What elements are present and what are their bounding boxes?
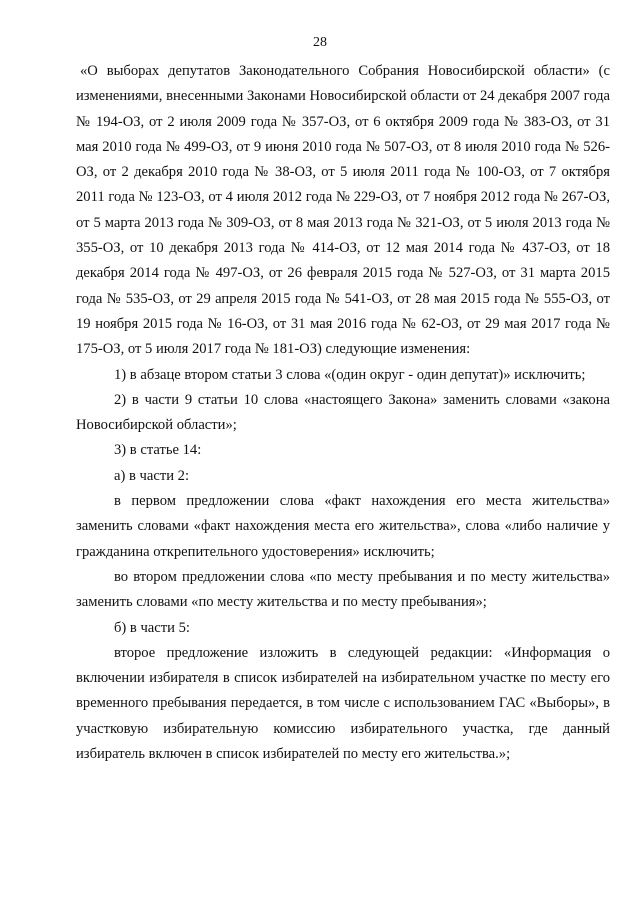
paragraph-item-2: 2) в части 9 статьи 10 слова «настоящего Закона» заменить словами «закона Новосибирской области»; bbox=[76, 391, 610, 434]
paragraph-item-3: 3) в статье 14: bbox=[114, 442, 202, 459]
paragraph-item-3b: б) в части 5: bbox=[114, 619, 190, 636]
paragraph-second-sentence: во втором предложении слова «по месту пребывания и по месту жительства» заменить словами «по месту жительства и по месту пребывания»; bbox=[76, 568, 610, 611]
document-body bbox=[76, 59, 610, 767]
paragraph-new-wording: второе предложение изложить в следующей редакции: «Информация о включении избирателя в список избирателей на избирательном участке по месту его временного пребывания передается, в том числе с использованием ГАС «Выборы», в участковую избирательную комиссию избирательного участка, где данный избиратель включен в список избирателей по месту его жительства.»; bbox=[76, 644, 610, 763]
paragraph-first-sentence: в первом предложении слова «факт нахождения его места жительства» заменить словами «факт нахождения места его жительства», слова «либо наличие у гражданина открепительного удостоверения» исключить; bbox=[76, 493, 610, 560]
paragraph-item-1: 1) в абзаце втором статьи 3 слова «(один округ - один депутат)» исключить; bbox=[114, 366, 586, 383]
paragraph-amended-law: «О выборах депутатов Законодательного Собрания Новосибирской области» (с изменениями, внесенными Законами Новосибирской области от 24 декабря 2007 года № 194-ОЗ, от 2 июля 2009 года № 357-ОЗ, от 6 октября 2009 года № 383-ОЗ, от 31 мая 2010 года № 499-ОЗ, от 9 июня 2010 года № 507-ОЗ, от 8 июля 2010 года № 526-ОЗ, от 2 декабря 2010 года № 38-ОЗ, от 5 июля 2011 года № 100-ОЗ, от 7 октября 2011 года № 123-ОЗ, от 4 июля 2012 года № 229-ОЗ, от 7 ноября 2012 года № 267-ОЗ, от 5 марта 2013 года № 309-ОЗ, от 8 мая 2013 года № 321-ОЗ, от 5 июля 2013 года № 355-ОЗ, от 10 декабря 2013 года № 414-ОЗ, от 12 мая 2014 года № 437-ОЗ, от 18 декабря 2014 года № 497-ОЗ, от 26 февраля 2015 года № 527-ОЗ, от 31 марта 2015 года № 535-ОЗ, от 29 апреля 2015 года № 541-ОЗ, от 28 мая 2015 года № 555-ОЗ, от 19 ноября 2015 года № 16-ОЗ, от 31 мая 2016 года № 62-ОЗ, от 29 мая 2017 года № 175-ОЗ, от 5 июля 2017 года № 181-ОЗ) следующие изменения: bbox=[76, 63, 610, 358]
paragraph-item-3a: а) в части 2: bbox=[114, 467, 190, 484]
page-number: 28 bbox=[313, 35, 327, 50]
